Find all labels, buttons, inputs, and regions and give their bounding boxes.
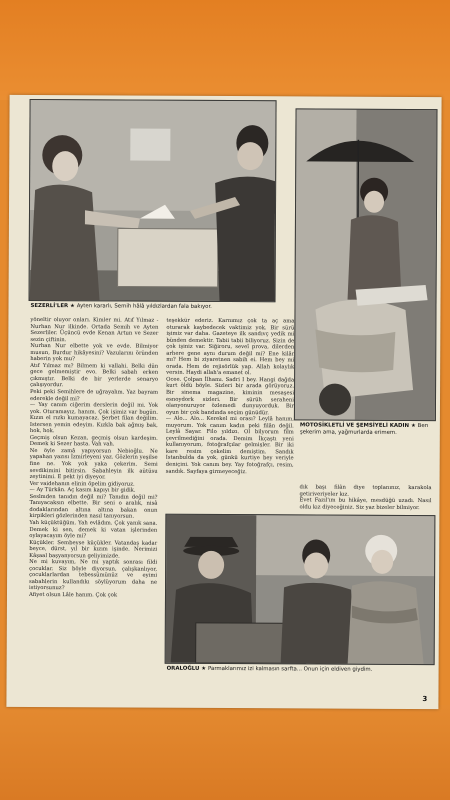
caption-text: Ben şekerim ama, yağmurlarda erimem.: [299, 423, 429, 436]
photo-motorcycle-image: [295, 109, 437, 420]
photo-oraloglu: [165, 514, 436, 665]
star-icon: ★: [410, 422, 416, 430]
magazine-page: [6, 95, 441, 709]
star-icon: ★: [201, 665, 207, 672]
star-icon: ★: [70, 303, 75, 310]
caption-lead: ORALOĞLU: [166, 665, 200, 672]
background-bottom: [0, 705, 450, 800]
photo-motorcycle-umbrella: [294, 108, 438, 421]
article-text-middle: teşekkür ederiz. Karnımız çok ta aç ama oturarak kaybedecek vaktimiz yok. Bir sürü işimiz var daha. Gazeteye ilk sandıvç yedik mi bünden demektir. Tabii tabii biliyoruz. Sizin de çok işiniz var. Siğiroru, seveî prova, dilerden arhere gene aynı durum değil mi? Ene kilâr mı? Hem bi ziyaretnen sabih ei. Hem bey mi orada. Hem de rejisörlük yap. Allah kolaylık versin. Haydi allah'a emanet ol. Ocee. Çolpan İlhamı. Sadri I bey. Hangi dağda kurt öldü böyle. Sizleri bir arada görüyoruz. Bir sinema magazine, kiminin mesaşesi esnoydork sizleri. Bir sürüh seraheni olanyonuruyor özlemedi dunyuyorduk. Bir oyun bir çok bandında seçim günüdür. — Alo... Alo... Kerekel mi orası? Leylâ hanım, muyorum. Yok canım kadın peki filân değil. Leylâ Sayar. Filo yıldızı. Ol bilyorum film çevrilmediğini orada. Demim İkçaştı yeni kullanıyorum, fotoğrafçılar gelmişler. Bir iki kare resim çekelim demiştim. Sandık Istanbulda da yok, günkü kurtiye bey veriyle deniçini. Yok canım bey. Yay fotoğrafçı, resim, sandık. Sayfaya girmeyeceğiz.: [165, 317, 295, 475]
caption-sezerliler: [30, 303, 275, 311]
caption-text: Ayten kararlı, Semih hâlâ yıldızlardan fala bakıyor.: [76, 303, 212, 310]
page-number: 3: [422, 695, 428, 704]
article-text-left: yöneltir oluyor onları. Kimler mi. Atıf Yılmaz - Nurhan Nur ilkinde. Ortada Semih ve Ayten Sezerliler. Üçüncü evde Kenan Artun ve Sezer sezin çiftinin. Nurhan Nur elbette yok ve evde. Bilmiyor musun, Burdur hikâyesini? Vazularını öründen haberin yok mu? Atıf Yılmaz mı? Bilmem ki vallahi. Belki dün gece gelmemiştir evo. Belki sabah erken çıkmıştır. Belki de bir yerlerde senaryo çalışıyordur. Peki peki Semihlere de uğrayalım. Yaz bayram ederekle değil mi? — Yay canım ciğerim derslerin değil mi. Yok yok. Oturamayız, hanım. Çok işimiz var bugün. Kızın el rızkı kumayacaz. Şerbet filan değilim. Istersen yemin edeyim. Kızkla bak ağmış bak, hok, hok. Geçmiş olsun Kezan, geçmiş olsun kardeşim. Demek ki Sezer hasta. Vah vah. Ne öyle zamâ yapıyorsun Nebioğlu. Ne yapahan yazısı İzmirleyeni yaz. Gözlerin yeşilse fine ne. Yok yok yaka çekerim. Semi sevdikimini bitirsin. Sabahleyin ilk aütüsu zeytinimi. E pekt iyi diyeyor. Ver vaidehanın elinin öpelim gidiyoruz. — Ay Türkân. Aç kasım kapıyı bir gidik. Seslmden tanıdın değil mi? Tanıdın değil mi? Tanıyacaksın elbette. Bir seni o aralık, nisâ dodaklarından altına altına bakan onun kirpikleri gözlerinden nasıl tanıyorsun. Yah küçüktüğüm. Yah evlâdım. Çok yanık sana. Demek ki sen, demek ki vatan işlerinden oylayacayım öyle mi? Küçükler. Sembeyse küçükler. Vatandaş kadar beyce, dürst, yıl bir kızım işinde. Nerimizi Kâşaal başyanyorsun geliyimizde. Ne mi kuvayım, Ne mi yaptık sonrası fildi çocuklar. Siz böyle diyorsun, çalışkanlıyor, çocuklarlardan tebessümünüz ve eyimi sabahlerin kullandıkı söylüyorum daha ne istiyorsunuz? Afiyet olsun Lâle hanım. Çok çok: [28, 316, 159, 599]
article-text-right: dık başı filân diye toplanınız, karakola getiriveriyeler kız. Evet Fazıl'ım bu hikâye, mesdüğü uzadı. Nasıl oldu kız diyeceğiniz. Siz yaz bizeler bilmiyor.: [299, 484, 432, 511]
photo-oraloglu-image: [166, 515, 435, 664]
article-column-left: [28, 317, 158, 704]
caption-oraloglu: [167, 666, 433, 674]
article-column-middle: [165, 318, 294, 507]
caption-lead: SEZERLİ'LER: [30, 302, 69, 310]
caption-motorcycle: [300, 422, 438, 436]
caption-text: Parmaklarımız izi kalmasın sarfta... Onun için eldiven giydim.: [207, 665, 373, 673]
background-top: [0, 0, 450, 100]
article-column-right: [299, 484, 431, 515]
photo-sezerliler-image: [30, 100, 276, 301]
photo-sezerliler: [29, 99, 277, 302]
caption-lead: MOTOSİKLETLİ VE ŞEMSİYELİ KADIN: [299, 422, 410, 429]
